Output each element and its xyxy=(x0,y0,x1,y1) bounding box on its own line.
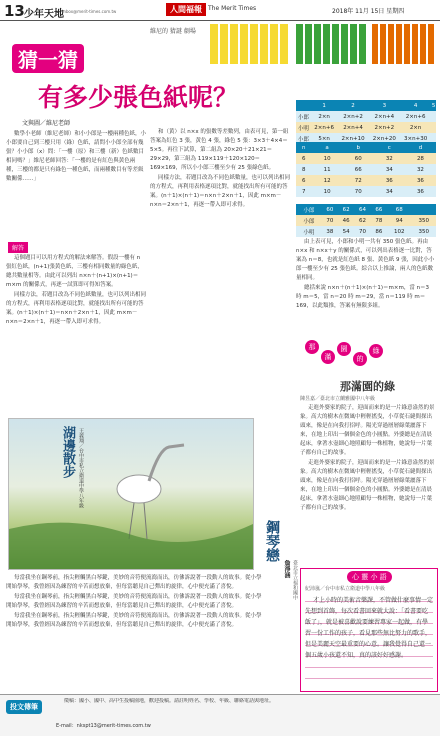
puzzle-body-3: 和（黃）以 n×x 的張數等差數列，由表可見，第一組答案為紅色 3 張，黃色 4 張，綠色 5 張：3×3＋4×4＝5×5。再往下試算，第二組為 20×20＋21×21＝29×29，第三組為 119×119＋120×120＝169×169，所以小小郎三樓至少有 25 張綠色紙。 同樣方法，若題目改為不同色紙數量，也可以列出相同的方程式，再利用表格逐項比對，就能找出所有可能的答案。(n＋1)×(n＋1)＝n×n＋2×n＋1，因此 m×m－n×n＝2×n＋1，再逐一帶入即可求得。 xyxy=(150,129,290,208)
data-table-3: 小郎 60 62 64 66 68 小郎 70 46 62 78 94 350 小明 38 54 70 86 102 350 xyxy=(296,204,436,237)
issue-date: 2018年 11月 15日 星期四 xyxy=(332,8,405,15)
data-table-1: 1 2 3 4 5 小郎 2×n 2×n+2 2×n+4 2×n+6 小明 2×n+6 2×n+4 2×n+2 2×n 小郎 5×n 2×n+10 2×n+20 3×n+30 xyxy=(296,100,436,144)
puzzle-body-1: 數學小老師（維尼老師）和小小郎是一樓兩種色紙，小小郎要自己到三樓只用（綠）色紙，請問小小郎全部有幾張？小小郎（x）問：「一樓（原）和三樓（新）色紙數目相同嗎？」維尼老師回答：「一樓的是有紅色與黃色兩種，三樓的都是只有綠色一種色紙，而兩種數目有等差級數關係……」 xyxy=(6,131,146,182)
painting-caption: 王義翔／台中市私立衛道中學八年級 xyxy=(78,428,84,508)
footer-email: E-mail：nkspt13@merit-times.com.tw xyxy=(56,723,151,729)
page-number: 13 xyxy=(4,2,25,20)
puzzle-byline: 文與圖／維尼老師 xyxy=(22,120,71,127)
answer-label: 解答 xyxy=(8,242,28,253)
essay-body: 每當我坐在鋼琴前，指尖輕觸黑白琴鍵，美妙的音符便流瀉而出，彷彿訴說著一段動人的故事。從小學開始學琴，我曾經因為練習的辛苦而想放棄，但每當聽見自己彈出的旋律，心中便充滿了喜悅。 每當我坐在鋼琴前，指尖輕觸黑白琴鍵，美妙的音符便流瀉而出，彷彿訴說著一段動人的故事。從小學開始學琴，我曾經因為練習的辛苦而想放棄，但每當聽見自己彈出的旋律，心中便充滿了喜悅。 每當我坐在鋼琴前，指尖輕觸黑白琴鍵，美妙的音符便流瀉而出，彷彿訴說著一段動人的故事。從小學開始學琴，我曾經因為練習的辛苦而想放棄，但每當聽見自己彈出的旋律，心中便充滿了喜悅。 xyxy=(6,575,262,628)
footer-text: 徵稿：國小、國中、高中生投稿園地，歡迎投稿。請註明姓名、學校、年級、聯絡電話與地址。 xyxy=(64,698,275,704)
painting-image xyxy=(8,418,254,570)
footer-label: 投文傳筆 xyxy=(6,700,42,714)
column-label: 維尼的 猜謎 劇場 xyxy=(150,28,196,35)
story-circle: 園 xyxy=(337,342,351,356)
color-grid-decoration xyxy=(296,24,366,64)
story-circle: 的 xyxy=(353,352,367,366)
story-author: 陳昱嘉／臺北市立蘭雅國中八年級 xyxy=(300,396,376,402)
data-table-2: n a b c d 6 10 60 32 28 8 11 66 34 32 6 12 72 36 36 7 10 70 34 36 xyxy=(296,142,436,197)
puzzle-title-b: 有多少張色紙呢？ xyxy=(38,83,239,112)
painting-title: 湖邊散步 xyxy=(60,426,75,478)
note-title: 心 靈 小 語 xyxy=(347,571,392,583)
story-body: 走進外婆家的院子，迎面而來的是一片綠意盎然的景象。高大的樹木在微風中輕輕搖曳，小草從石縫間探出頭來，像是在向我打招呼。陽光穿過層層綠葉灑落下來，在地上印出一個個金色的小圓點。外婆總是在清晨起床，拿著水壺細心地照顧每一株植物，她說每一片葉子都有自己的故事。 走進外婆家的院子，迎面而來的是一片綠意盎然的景象。高大的樹木在微風中輕輕搖曳，小草從石縫間探出頭來，像是在向我打招呼。陽光穿過層層綠葉灑落下來，在地上印出一個個金色的小圓點。外婆總是在清晨起床，拿著水壺細心地照顧每一株植物，她說每一片葉子都有自己的故事。 xyxy=(300,405,435,511)
page-url: mbox@merit-times.com.tw xyxy=(62,9,117,14)
newspaper-logo-en: The Merit Times xyxy=(208,5,257,12)
story-circles xyxy=(305,340,435,370)
note-author: 紀沛嵐／台中市私立衛道中學八年級 xyxy=(305,586,386,592)
essay-title: 鋼琴戀 xyxy=(264,520,280,562)
note-body: 才上小時的美術音樂課，不管做什麼事情一定先想到首飾，每次看書回來就大說：「看書要吃飯了」，就是被喜歡說要練習專家一起做，有學習一份工作的孩子，看見那些無比努力的歌手，但是美麗天空最重要的心意。讓我覺得自己還一個五歲小孩還不知，真的該好好感謝。 xyxy=(305,595,433,689)
color-grid-decoration xyxy=(372,24,436,64)
note-box xyxy=(300,568,438,692)
puzzle-body-right: 由上表可見，小郎和小明一共有 350 張色紙。再由 n×x 和 n×x＋y 的關係式，可以列出表格逐一比對，答案為 n＝8，也就是紅色紙 8 張、黃色紙 9 張，因此小小郎一樓至少有 25 張色紙。綜合以上推論，兩人的色紙數量相同。 總括來說 n×n＋(n＋1)×(n＋1)＝m×m，當 n＝3 時 m＝5，當 n＝20 時 m＝29，當 n＝119 時 m＝169，以此類推，答案有無限多組。 xyxy=(296,239,435,309)
essay-author: 詹淨涵 xyxy=(283,560,290,578)
color-grid-decoration xyxy=(210,24,290,64)
story-circle: 那 xyxy=(305,340,319,354)
page-section-title: 少年天地 xyxy=(24,9,64,20)
essay-school: 臺北市立福和國中 xyxy=(292,560,298,600)
puzzle-body-2: 這個題目可以用方程式的解法來解答。假設一樓有 n 張紅色紙，(n+1)張黃色紙，三樓有相同數量的綠色紙，總共數量相等。由此可以列出 n×n＋(n+1)×(n+1)＝m×m 的關係式，再逐一試算即可得知答案。 同樣方法，若題目改為不同色紙數量，也可以列出相同的方程式，再利用表格逐項比對，就能找出所有可能的答案。(n＋1)×(n＋1)＝n×n＋2×n＋1，因此 m×m－n×n＝2×n＋1，再逐一帶入即可求得。 xyxy=(6,255,146,325)
story-circle: 滿 xyxy=(321,350,335,364)
header-divider xyxy=(0,20,440,21)
story-circle: 綠 xyxy=(369,344,383,358)
newspaper-logo: 人間福報 xyxy=(166,3,206,16)
heron-illustration xyxy=(9,419,253,569)
puzzle-title-a: 猜一猜 xyxy=(12,44,84,73)
story-title: 那滿園的綠 xyxy=(340,380,395,393)
